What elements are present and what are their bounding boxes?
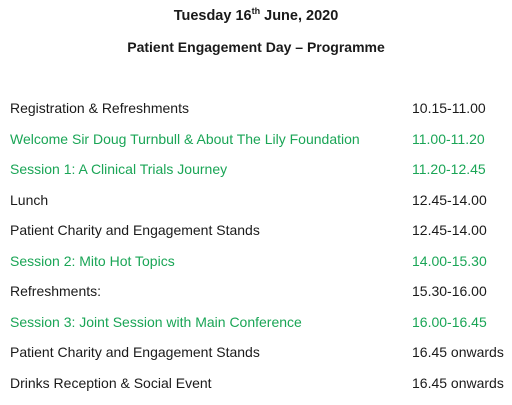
schedule-time: 12.45-14.00	[412, 191, 487, 208]
schedule-row	[10, 310, 510, 341]
schedule-time: 14.00-15.30	[412, 252, 487, 269]
schedule-time: 16.45 onwards	[412, 374, 504, 391]
schedule-row	[10, 218, 510, 249]
schedule-event: Lunch	[10, 191, 49, 208]
programme-title: Patient Engagement Day – Programme	[127, 39, 385, 55]
schedule-time: 16.00-16.45	[412, 313, 487, 330]
schedule-time: 11.20-12.45	[412, 161, 486, 177]
date-heading	[0, 8, 512, 24]
schedule-row	[10, 371, 510, 402]
schedule-event: Session 2: Mito Hot Topics	[10, 252, 175, 269]
schedule-event: Welcome Sir Doug Turnbull & About The Lily Foundation	[10, 130, 360, 147]
schedule-row	[10, 249, 510, 280]
schedule-event: Session 3: Joint Session with Main Conference	[10, 313, 302, 330]
date-prefix: Tuesday 16	[173, 8, 252, 24]
schedule-row	[10, 96, 510, 127]
schedule-time: 12.45-14.00	[412, 222, 487, 238]
schedule-event: Patient Charity and Engagement Stands	[10, 222, 260, 238]
schedule-list	[10, 96, 510, 401]
schedule-row	[10, 157, 510, 188]
schedule-event: Registration & Refreshments	[10, 100, 189, 116]
date-rest: June, 2020	[260, 8, 339, 24]
schedule-event: Refreshments:	[10, 283, 102, 299]
schedule-row	[10, 127, 510, 158]
schedule-event: Session 1: A Clinical Trials Journey	[10, 161, 228, 177]
schedule-time: 16.45 onwards	[412, 344, 504, 360]
schedule-row	[10, 340, 510, 371]
schedule-time: 10.15-11.00	[412, 100, 486, 116]
schedule-time: 11.00-11.20	[412, 130, 485, 147]
schedule-event: Patient Charity and Engagement Stands	[10, 344, 260, 360]
date-ordinal-suffix: th	[251, 6, 261, 17]
schedule-row	[10, 279, 510, 310]
schedule-event: Drinks Reception & Social Event	[10, 374, 212, 391]
schedule-row	[10, 188, 510, 219]
schedule-time: 15.30-16.00	[412, 283, 487, 299]
